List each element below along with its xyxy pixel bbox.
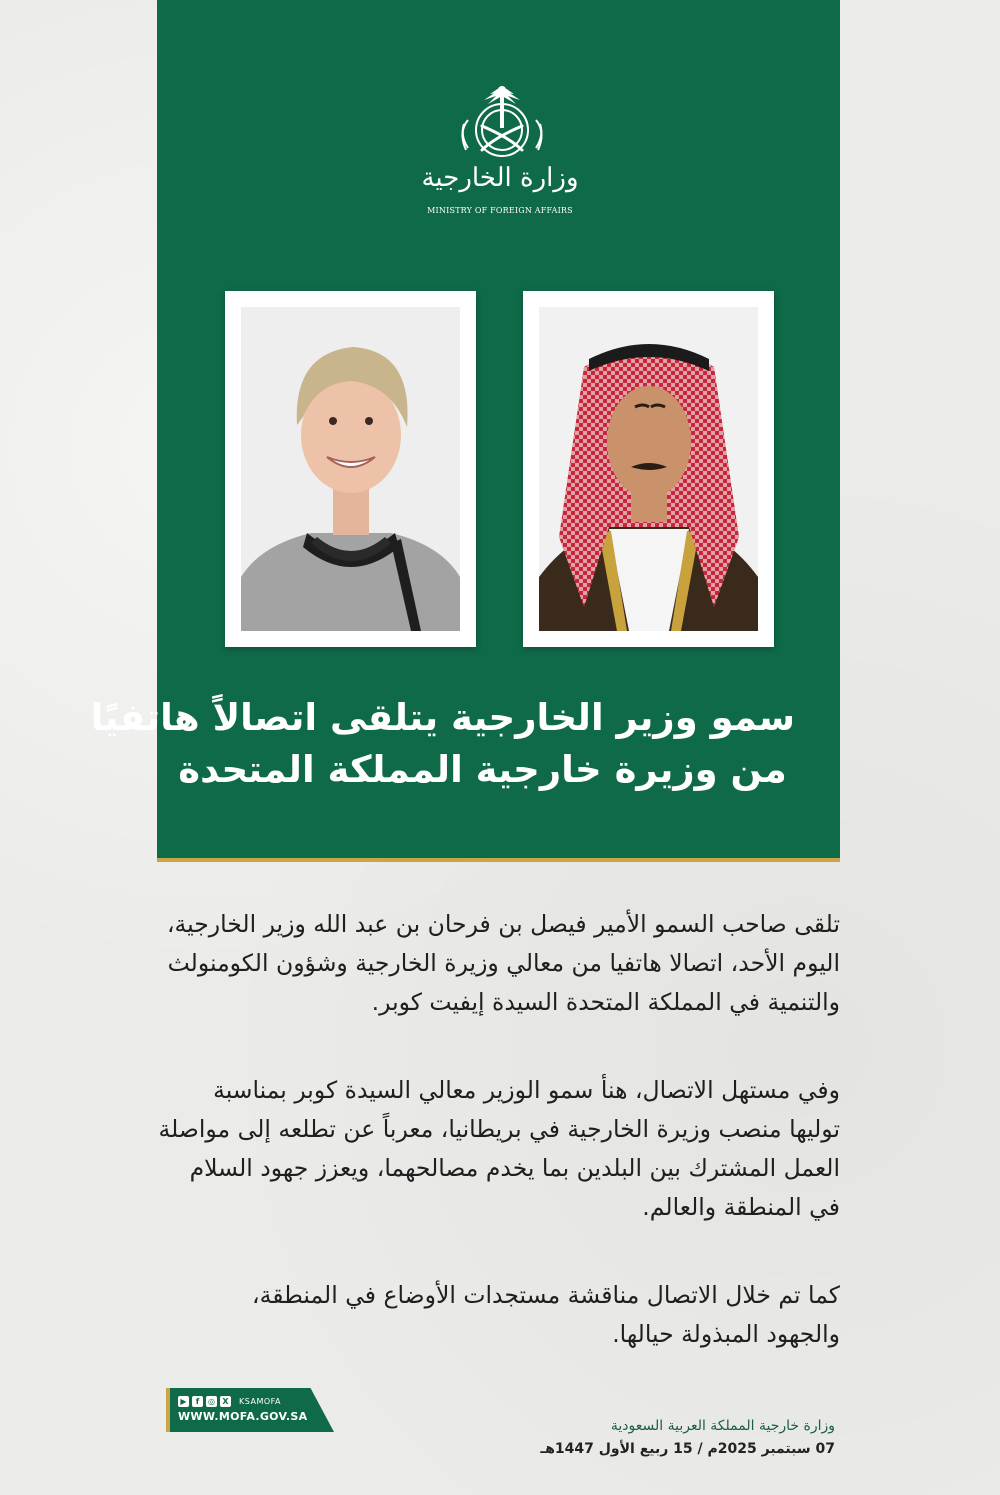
headline-line-1: سمو وزير الخارجية يتلقى اتصالاً هاتفيًا [90,696,795,739]
body-paragraph-3 [150,1276,840,1354]
ministry-name-english: MINISTRY OF FOREIGN AFFAIRS [427,206,573,215]
paragraph-line: والتنمية في المملكة المتحدة السيدة إيفيت كوبر. [371,988,840,1016]
body-paragraph-1 [150,905,840,1022]
social-handle[interactable]: KSAMOFA [239,1396,281,1406]
photo-frame-uk-minister [225,291,476,647]
paragraph-line: في المنطقة والعالم. [642,1193,840,1221]
social-icons-row [178,1393,281,1409]
ministry-emblem-icon [454,80,550,162]
paragraph-line: توليها منصب وزيرة الخارجية في بريطانيا، معرباً عن تطلعه إلى مواصلة [158,1115,840,1143]
paragraph-line: اليوم الأحد، اتصالا هاتفيا من معالي وزيرة الخارجية وشؤون الكومنولث [167,949,840,977]
x-icon[interactable]: X [220,1396,231,1407]
portrait-uk-foreign-secretary [241,307,460,631]
youtube-icon[interactable]: ▶ [178,1396,189,1407]
signature-block [500,1415,835,1461]
paragraph-line: وفي مستهل الاتصال، هنأ سمو الوزير معالي السيدة كوبر بمناسبة [213,1076,840,1104]
ministry-name-arabic: وزارة الخارجية [421,163,579,193]
website-link[interactable]: WWW.MOFA.GOV.SA [178,1410,308,1423]
headline [90,692,795,796]
headline-line-2: من وزيرة خارجية المملكة المتحدة [178,748,787,791]
paragraph-line: والجهود المبذولة حيالها. [612,1320,840,1348]
facebook-icon[interactable]: f [192,1396,203,1407]
body-paragraph-2 [150,1071,840,1227]
paragraph-line: تلقى صاحب السمو الأمير فيصل بن فرحان بن عبد الله وزير الخارجية، [166,910,840,938]
social-badge-accent [166,1388,170,1432]
signature-date: 07 سبتمبر 2025م / 15 ربيع الأول 1447هـ [540,1441,835,1457]
paragraph-line: العمل المشترك بين البلدين بما يخدم مصالحهما، ويعزز جهود السلام [189,1154,840,1182]
paragraph-line: كما تم خلال الاتصال مناقشة مستجدات الأوضاع في المنطقة، [252,1281,840,1309]
signature-organization: وزارة خارجية المملكة العربية السعودية [610,1418,835,1434]
instagram-icon[interactable]: ◎ [206,1396,217,1407]
banner-gold-rule [157,858,840,862]
portrait-saudi-foreign-minister [539,307,758,631]
photo-frame-minister [523,291,774,647]
